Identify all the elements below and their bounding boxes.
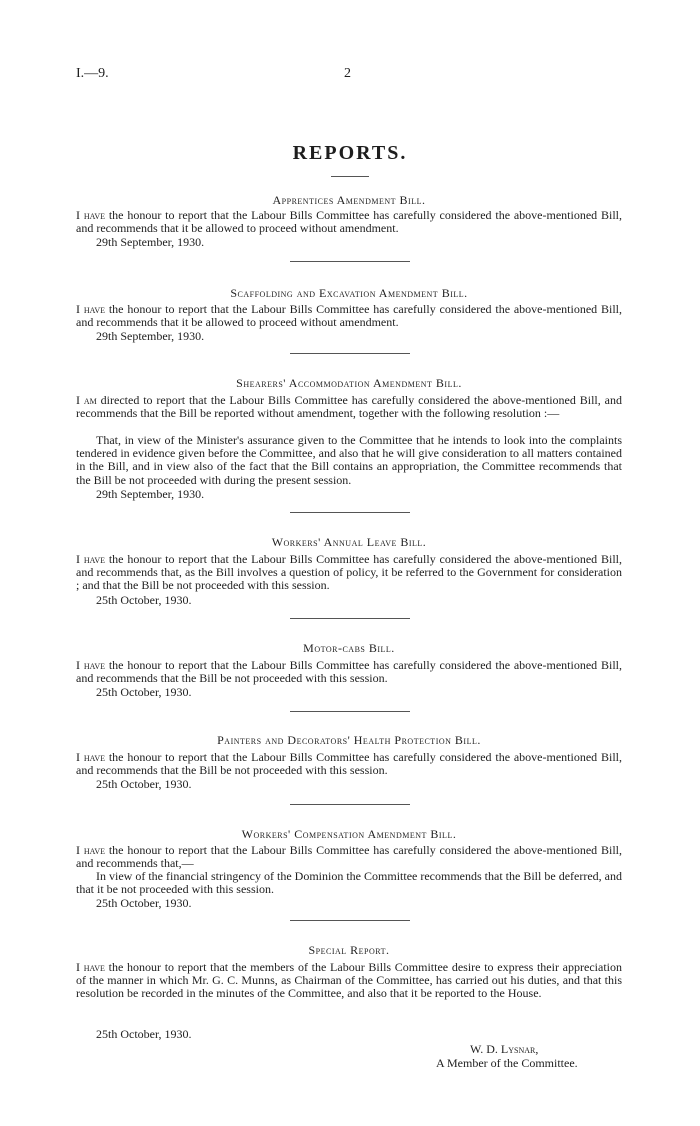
page-number: 2 [344,66,351,81]
section-body-painters [76,751,622,777]
section-lead: I have [76,750,106,764]
section-body-scaffolding [76,303,622,329]
section-date-motor-cabs: 25th October, 1930. [96,685,192,699]
section-heading-shearers: Shearers' Accommodation Amendment Bill. [236,376,462,390]
section-lead: I have [76,302,106,316]
section-resolution-workers-compensation: In view of the financial stringency of the Dominion the Committee recommends that the Bill be deferred, and that it be not proceeded with this session. [76,869,622,897]
section-heading-apprentices: Apprentices Amendment Bill. [272,193,426,207]
section-body-special-report [76,961,622,1001]
section-text: the honour to report that the Labour Bills Committee has carefully considered the above-mentioned Bill, and recommends that the Bill be not proceeded with this session. [76,658,622,686]
section-body-motor-cabs [76,659,622,685]
section-divider [290,353,410,354]
page-title: REPORTS. [292,142,408,164]
section-date-annual-leave: 25th October, 1930. [96,593,192,607]
section-lead: I have [76,658,106,672]
section-text: the honour to report that the Labour Bills Committee has carefully considered the above-mentioned Bill, and recommends that it be allowed to proceed without amendment. [76,302,622,330]
section-date-painters: 25th October, 1930. [96,777,192,791]
section-body-annual-leave [76,553,622,593]
section-heading-annual-leave: Workers' Annual Leave Bill. [271,535,427,549]
section-date-scaffolding: 29th September, 1930. [96,329,205,343]
signature-role: A Member of the Committee. [436,1056,578,1070]
section-divider [290,920,410,921]
section-text: the honour to report that the Labour Bills Committee has carefully considered the above-mentioned Bill, and recommends that,— [76,843,622,871]
section-resolution-shearers: That, in view of the Minister's assurance given to the Committee that he intends to look into the complaints tendered in evidence given before the Committee, and also that he will give consideration to all matters contained in the Bill, and in view also of the fact that the Bill contains an appropriation, the Committee recommends that the Bill be not proceeded with during the present session. [76,433,622,487]
section-lead: I am [76,393,97,407]
section-lead: I have [76,208,106,222]
section-date-special-report: 25th October, 1930. [96,1027,192,1041]
paper-reference: I.—9. [76,66,109,81]
section-date-shearers: 29th September, 1930. [96,487,205,501]
section-divider [290,711,410,712]
section-text: the honour to report that the Labour Bills Committee has carefully considered the above-mentioned Bill, and recommends that the Bill be not proceeded with this session. [76,750,622,778]
section-lead: I have [76,552,106,566]
signature-name: W. D. Lysnar, [470,1042,539,1056]
section-date-workers-compensation: 25th October, 1930. [96,896,192,910]
section-text: directed to report that the Labour Bills Committee has carefully considered the above-mentioned Bill, and recommends that the Bill be reported without amendment, together with the following resolution :— [76,393,622,421]
section-text: the honour to report that the members of the Labour Bills Committee desire to express their appreciation of the manner in which Mr. G. C. Munns, as Chairman of the Committee, has carried out his duties, and that this resolution be recorded in the minutes of the Committee, and also that it be reported to the House. [76,960,622,1001]
section-body-workers-compensation [76,844,622,870]
section-lead: I have [76,960,105,974]
section-body-shearers [76,394,622,420]
section-divider [290,261,410,262]
section-heading-workers-compensation: Workers' Compensation Amendment Bill. [241,827,457,841]
section-lead: I have [76,843,106,857]
section-heading-scaffolding: Scaffolding and Excavation Amendment Bill. [230,286,468,300]
section-heading-special-report: Special Report. [308,943,390,957]
section-body-apprentices [76,209,622,235]
section-date-apprentices: 29th September, 1930. [96,235,205,249]
section-text: the honour to report that the Labour Bills Committee has carefully considered the above-mentioned Bill, and recommends that it be allowed to proceed without amendment. [76,208,622,236]
section-divider [290,804,410,805]
section-divider [290,512,410,513]
section-divider [290,618,410,619]
section-heading-motor-cabs: Motor-cabs Bill. [303,641,395,655]
section-heading-painters: Painters and Decorators' Health Protection Bill. [217,733,481,747]
title-rule [331,176,369,177]
section-text: the honour to report that the Labour Bills Committee has carefully considered the above-mentioned Bill, and recommends that, as the Bill involves a question of policy, it be referred to the Government for consideration ; and that the Bill be not proceeded with this session. [76,552,622,593]
